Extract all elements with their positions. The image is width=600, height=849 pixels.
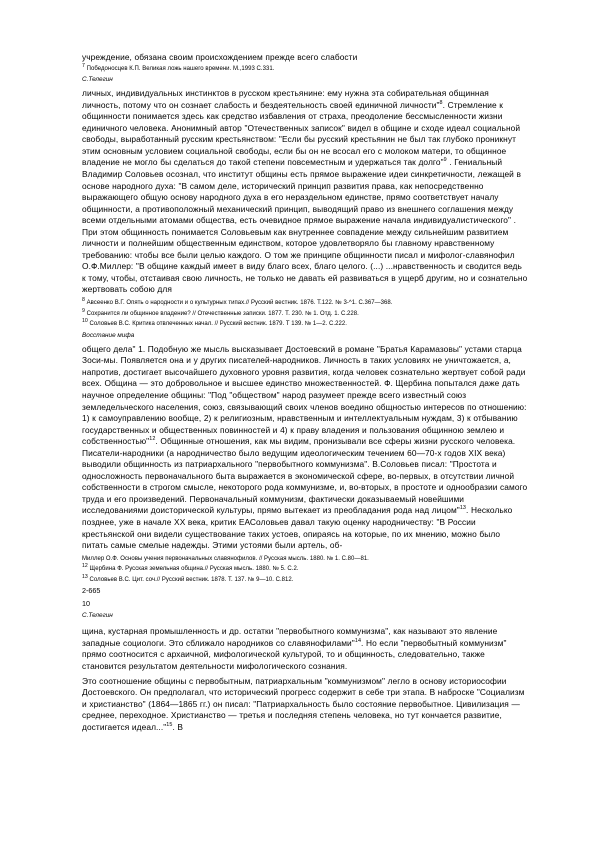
paragraph-1: личных, индивидуальных инстинктов в русском крестьянине: ему нужна эта собирательная общинная личность, потому что он сознает слабость и бездеятельность своей единичной личности"$^8$. Стремление к общинности понимается здесь как средство избавления от страха, преодоление бессмысленности жизни единичного человека. Анонимный автор "Отечественных записок" видел в общине и сходе идеал социальной свободы, выработанный русским крестьянством: "Если бы русский крестьянин не был так глубоко проникнут этим основным условием социальной свободы, если бы он не всосал его с молоком матери, то общинное владение не могло бы сделаться до такой степени повсеместным и удержаться так долго"$^9$ . Гениальный Владимир Соловьев осознал, что институт общины есть прямое выражение идеи синкретичности, лежащей в основе народного духа: "В самом деле, исторический принцип развития права, как непосредственно выражающего общую основу народного духа в его нераздельном единстве, прямо соответствует началу общинности, а противоположный механический принцип, выводящий право из внешнего соглашения между всеми отдельными атомами общества, есть очевидное прямое выражение начала индивидуалистического" . При этом общинность понимается Соловьевым как внутреннее совпадение между сильнейшим развитием личности и полнейшим общественным единством, которое удовлетворяло бы главному нравственному требованию: чтобы все были целью каждого. О том же принципе общинности писал и мифолог-славянофил О.Ф.Миллер: "В общине каждый имеет в виду благо всех, благо целого. (...) ...нравственность и сводится ведь к тому, чтобы, отстаивая свою личность, не только не давать ей развиваться в ущерб другим, но и сознательно жертвовать собою для xyxy=(82,88,530,295)
footnote-marker-9: 9 xyxy=(82,307,85,314)
footnote-8-text: Авсеенко В.Г. Опять о народности и о культурных типах.// Русский вестник. 1876. Т.122. № 3-^1. С.367—368. xyxy=(86,299,393,306)
footnote-13-text: Соловьев В.С. Цит. соч.// Русский вестник. 1878. Т. 137. № 9—10. С.812. xyxy=(89,576,294,583)
footnote-12 xyxy=(82,564,528,575)
paragraph-5: Это соотношение общины с первобытным, патриархальным "коммунизмом" легло в основу историософии Достоевского. Он предполагал, что исторический прогресс содержит в себе три этапа. В наброске "Социализм и христианство" (1864—1865 гг.) он писал: "Патриархальность было состояние первобытное. Цивилизация — среднее, переходное. Христианство — третья и последняя степень человека, но тут кончается развитие, достигается идеал..."$^{15}$. В xyxy=(82,675,528,732)
footnote-10-text: Соловьев В.С. Критика отвлеченных начал. // Русский вестник. 1879. Т 139. № 1—2. С.222. xyxy=(89,321,347,328)
footnote-9 xyxy=(82,309,528,320)
running-head-author-2: С.Телегин xyxy=(82,612,113,620)
footnote-12-text: Щербина Ф. Русская земельная община.// Русская мысль. 1880. № 5. С.2. xyxy=(89,566,299,573)
paragraph-4: щина, кустарная промышленность и др. остатки "первобытного коммунизма", как называют это явление западные социологи. Это сближало народников со славянофилами"$^{14}$. Но если "первобытный коммунизм" прямо соотносится с архаичной, мифологической культурой, то и общинность, следовательно, также становится результатом деятельности мифологического сознания. xyxy=(82,626,510,672)
paragraph-3: Писатели-народники (а народничество было ведущим идеологическим течением 60—70-х годов XIX века) выводили общинность из патриархального "первобытного коммунизма". В.Соловьев писал: "Простота и односложность первоначального быта выражается в экономической сфере, во-первых, в отсутствии личной собственности в строгом смысле, некоторого рода коммунизме, и, во-вторых, в простоте и однообразии самого труда и его произведений. Первоначальный коммунизм, фактически доказываемый новейшими исследованиями доисторической культуры, прямо вытекает из преобладания рода над лицом"$^{13}$. Несколько позднее, уже в начале XX века, критик ЕАСоловьев давал такую оценку народничеству: "В России крестьянской они видели существование таких устоев, опираясь на которые, по их мнению, можно было питать самые смелые надежды. Этими устоями были артель, об- xyxy=(82,447,530,551)
footnote-7-text: Победоносцев К.П. Великая ложь нашего времени. М.,1993 С.331. xyxy=(86,65,275,72)
footnote-marker-13: 13 xyxy=(82,573,88,580)
footnote-7 xyxy=(82,64,528,75)
signature-mark: 2-665 xyxy=(82,586,101,596)
footnote-marker-10: 10 xyxy=(82,318,88,325)
running-head-title: Восстание мифа xyxy=(82,331,135,339)
footnote-10 xyxy=(82,319,528,330)
footnote-11-text: Миллер О.Ф. Основы учения первоначальных славянофилов. // Русская мысль. 1880. № 1. С.80—81. xyxy=(82,555,369,562)
footnote-marker-12: 12 xyxy=(82,563,88,570)
footnote-13 xyxy=(82,575,528,586)
footnote-marker-7: 7 xyxy=(82,62,85,69)
paragraph-2: общего дела" 1. Подобную же мысль высказывает Достоевский в романе "Братья Карамазовы" устами старца Зоси-мы. Появляется она и у других писателей-народников. Личность в таких условиях не уничтожается, а, напротив, достигает высочайшего духовного уровня развития, когда человек сознательно жертвует собой ради всех. Община — это добровольное и высшее единство множественностей. Ф. Щербина попытался даже дать научное определение общины: "Под "обществом" народ разумеет прежде всего известный союз земледельческого населения, союз, связывающий своих членов воедино общностью интересов по отношению: 1) к самоуправлению вообще, 2) к религиозным, нравственным и интеллектуальным нуждам, 3) к отбыванию государственных и общественных повинностей и 4) к праву владения и пользования общинною землею и собственностью"$^{12}$. Общинные отношения, как мы видим, пронизывали все сферы жизни русского человека. xyxy=(82,343,530,447)
footnote-11 xyxy=(82,554,528,565)
page-number: 10 xyxy=(82,598,90,608)
footnote-marker-8: 8 xyxy=(82,296,85,303)
carryover-line: учреждение, обязана своим происхождением прежде всего слабости xyxy=(82,52,358,62)
footnote-8 xyxy=(82,298,528,309)
footnote-9-text: Сохранится ли общинное владение? // Отечественные записки. 1877. Т. 230. № 1. Отд. 1. С.228. xyxy=(86,310,359,317)
running-head-author-1: С.Телегин xyxy=(82,76,113,84)
